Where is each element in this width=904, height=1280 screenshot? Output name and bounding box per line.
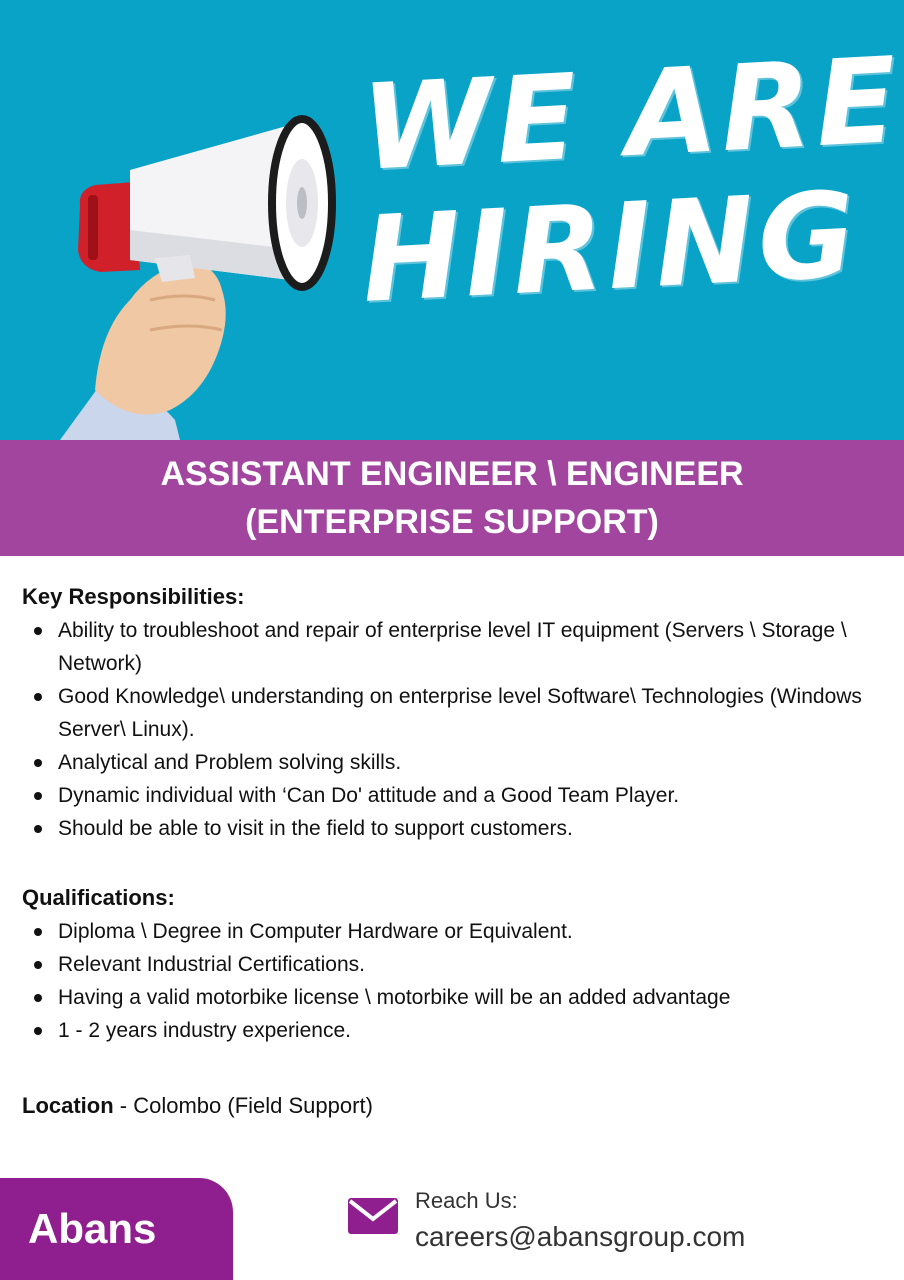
headline-line-2: HIRING [358, 165, 863, 329]
job-details [22, 580, 882, 1122]
location-value: Colombo (Field Support) [133, 1093, 373, 1118]
envelope-icon [348, 1198, 398, 1234]
list-item: Relevant Industrial Certifications. [22, 948, 882, 981]
hand [95, 262, 226, 415]
responsibilities-section [22, 580, 882, 845]
list-item: Should be able to visit in the field to support customers. [22, 812, 882, 845]
location-separator: - [113, 1093, 134, 1118]
job-title-line-1: ASSISTANT ENGINEER \ ENGINEER [160, 455, 744, 493]
location-label: Location [22, 1093, 114, 1118]
list-item: Analytical and Problem solving skills. [22, 746, 882, 779]
qualifications-list [22, 915, 882, 1047]
qualifications-section [22, 881, 882, 1047]
hero-banner [0, 0, 904, 440]
contact-block [348, 1184, 888, 1264]
list-item: Ability to troubleshoot and repair of enterprise level IT equipment (Servers \ Storage \ Network) [22, 614, 882, 680]
reach-us-label: Reach Us: [415, 1188, 518, 1213]
brand-logo: Abans [0, 1178, 233, 1280]
list-item: Diploma \ Degree in Computer Hardware or Equivalent. [22, 915, 882, 948]
contact-email-link[interactable]: careers@abansgroup.com [415, 1221, 746, 1252]
headline-line-1: WE ARE [358, 30, 904, 197]
responsibilities-heading: Key Responsibilities: [22, 584, 245, 609]
list-item: 1 - 2 years industry experience. [22, 1014, 882, 1047]
list-item: Good Knowledge\ understanding on enterprise level Software\ Technologies (Windows Server\ Linux). [22, 680, 882, 746]
job-title-band [0, 440, 904, 556]
location-line [22, 1089, 882, 1122]
list-item: Having a valid motorbike license \ motorbike will be an added advantage [22, 981, 882, 1014]
job-title-line-2: (ENTERPRISE SUPPORT) [245, 503, 659, 541]
responsibilities-list [22, 614, 882, 845]
list-item: Dynamic individual with ‘Can Do' attitude and a Good Team Player. [22, 779, 882, 812]
qualifications-heading: Qualifications: [22, 885, 175, 910]
